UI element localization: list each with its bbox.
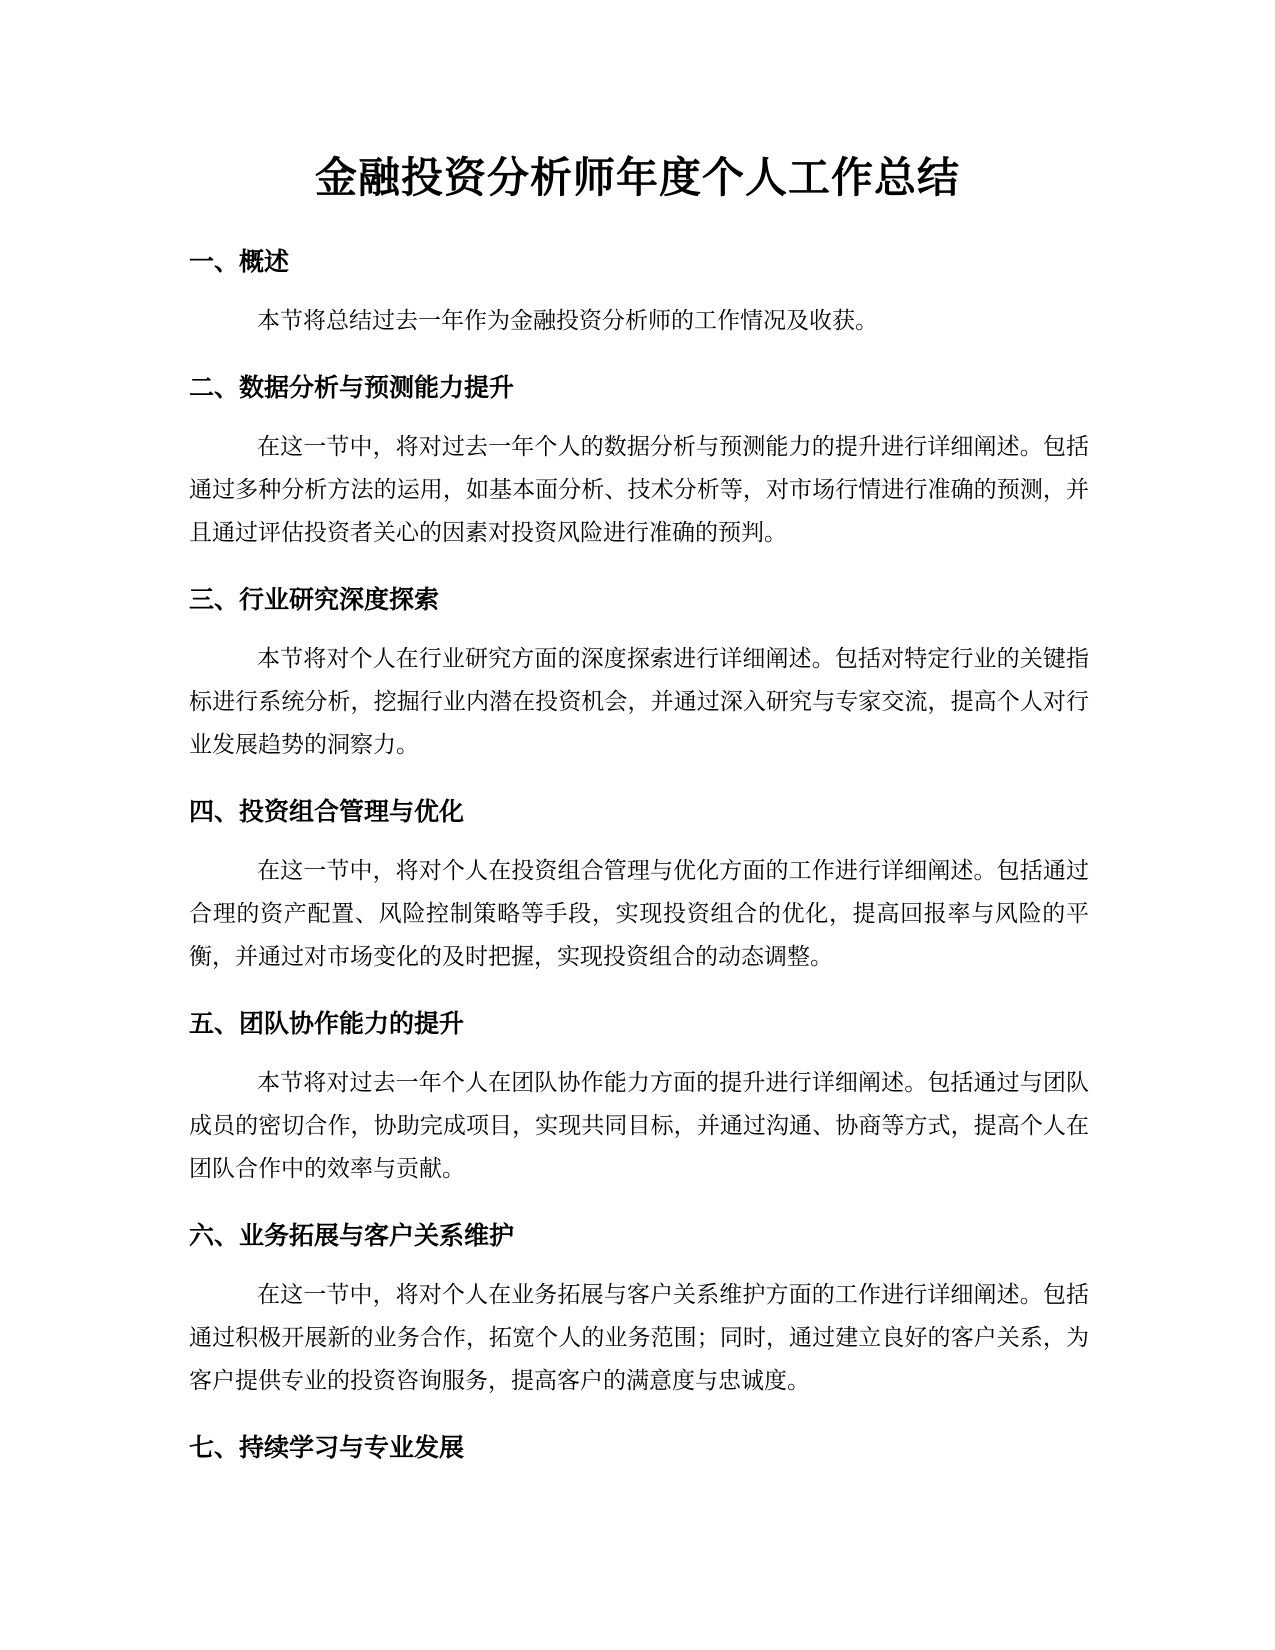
section-paragraph: 在这一节中，将对过去一年个人的数据分析与预测能力的提升进行详细阐述。包括通过多种分析方法的运用，如基本面分析、技术分析等，对市场行情进行准确的预测，并且通过评估投资者关心的因素对投资风险进行准确的预判。 xyxy=(189,434,1089,546)
section-heading: 四、投资组合管理与优化 xyxy=(189,797,465,826)
section-heading: 七、持续学习与专业发展 xyxy=(189,1433,465,1462)
section-overview xyxy=(189,244,1089,343)
section-industry-research xyxy=(189,582,1089,767)
section-paragraph: 在这一节中，将对个人在投资组合管理与优化方面的工作进行详细阐述。包括通过合理的资产配置、风险控制策略等手段，实现投资组合的优化，提高回报率与风险的平衡，并通过对市场变化的及时把握，实现投资组合的动态调整。 xyxy=(189,858,1089,970)
section-heading: 五、团队协作能力的提升 xyxy=(189,1009,465,1038)
document-content xyxy=(189,244,1089,1486)
section-heading: 六、业务拓展与客户关系维护 xyxy=(189,1221,515,1250)
section-portfolio-management xyxy=(189,794,1089,979)
section-data-analysis xyxy=(189,370,1089,555)
section-heading: 三、行业研究深度探索 xyxy=(189,585,440,614)
section-teamwork xyxy=(189,1006,1089,1191)
section-paragraph: 在这一节中，将对个人在业务拓展与客户关系维护方面的工作进行详细阐述。包括通过积极开展新的业务合作，拓宽个人的业务范围；同时，通过建立良好的客户关系，为客户提供专业的投资咨询服务，提高客户的满意度与忠诚度。 xyxy=(189,1282,1089,1394)
section-heading: 二、数据分析与预测能力提升 xyxy=(189,373,515,402)
document-title: 金融投资分析师年度个人工作总结 xyxy=(314,153,960,202)
section-business-development xyxy=(189,1218,1089,1403)
section-paragraph: 本节将对过去一年个人在团队协作能力方面的提升进行详细阐述。包括通过与团队成员的密切合作，协助完成项目，实现共同目标，并通过沟通、协商等方式，提高个人在团队合作中的效率与贡献。 xyxy=(189,1070,1089,1182)
section-paragraph: 本节将总结过去一年作为金融投资分析师的工作情况及收获。 xyxy=(257,308,878,334)
section-heading: 一、概述 xyxy=(189,247,290,276)
section-continuous-learning xyxy=(189,1430,1089,1466)
section-paragraph: 本节将对个人在行业研究方面的深度探索进行详细阐述。包括对特定行业的关键指标进行系统分析，挖掘行业内潜在投资机会，并通过深入研究与专家交流，提高个人对行业发展趋势的洞察力。 xyxy=(189,646,1089,758)
